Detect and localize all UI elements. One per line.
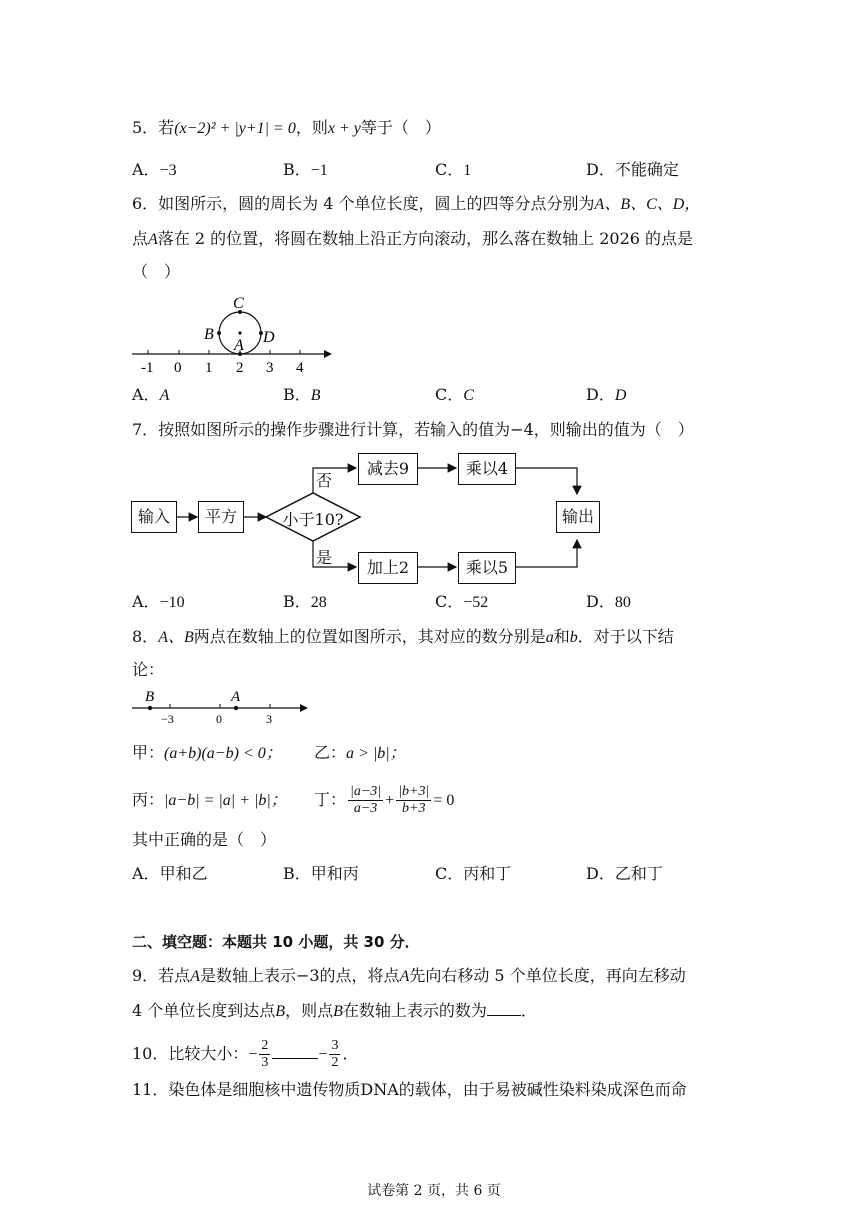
flow-add2-box: 加上2: [358, 552, 418, 584]
flow-square-box: 平方: [198, 501, 244, 533]
q5-stem: 5．若(x−2)² + |y+1| = 0，则x + y等于（ ）: [132, 118, 441, 137]
q8-statement-jia: 甲：(a+b)(a−b) < 0；: [132, 743, 282, 762]
q11-stem: 11．染色体是细胞核中遗传物质DNA的载体，由于易被碱性染料染成深色而命: [132, 1080, 687, 1099]
q8-which: 其中正确的是（ ）: [132, 830, 277, 849]
q8-option-a[interactable]: A．甲和乙: [132, 864, 208, 883]
q7-option-b[interactable]: B．28: [283, 592, 327, 611]
q5-option-c[interactable]: C．1: [435, 160, 472, 179]
q10-answer-blank[interactable]: [272, 1048, 318, 1059]
q6-line3: （ ）: [132, 262, 181, 281]
q8-statement-bing: 丙：|a−b| = |a| + |b|；: [132, 790, 287, 809]
flow-yes-label: 是: [316, 548, 333, 567]
q5-option-a[interactable]: A．−3: [132, 160, 177, 179]
point-label-d: D: [263, 329, 275, 346]
q10-line: 10．比较大小：− $\frac{2}{3}$ − $\frac{3}{2}$ ．: [132, 1038, 359, 1070]
flow-decision-label: 小于10?: [282, 510, 344, 529]
q6-option-c[interactable]: C．C: [435, 385, 474, 404]
q8-number-line-figure: [128, 684, 318, 728]
q7-option-a[interactable]: A．−10: [132, 592, 185, 611]
point-label-c: C: [233, 295, 244, 312]
q7-option-c[interactable]: C．−52: [435, 592, 489, 611]
flow-multiply5-box: 乘以5: [458, 552, 516, 584]
point-label-b: B: [204, 326, 214, 343]
flow-subtract9-box: 减去9: [358, 453, 418, 485]
flow-output-box: 输出: [556, 501, 600, 533]
point-label-a: A: [231, 689, 241, 705]
q8-line2: 论：: [132, 660, 165, 679]
point-label-a: A: [234, 337, 244, 354]
q6-circle-number-line-figure: [128, 290, 338, 378]
point-label-b: B: [145, 689, 155, 705]
q7-option-d[interactable]: D．80: [586, 592, 631, 611]
q8-statement-ding: 丁： $\frac{|a-3|}{a-3}$ + $\frac{|b+3|}{b+3}$ = 0: [314, 784, 455, 816]
tick-label: −3: [161, 712, 174, 726]
section-heading-fill-in: 二、填空题：本题共 10 小题，共 30 分．: [132, 933, 420, 951]
q5-expression: (x−2)² + |y+1| = 0: [174, 120, 296, 137]
tick-label: 0: [174, 360, 182, 376]
q6-option-b[interactable]: B．B: [283, 385, 321, 404]
tick-label: 2: [236, 360, 244, 376]
q9-line1: 9．若点A是数轴上表示−3的点，将点A先向右移动 5 个单位长度，再向左移动: [132, 966, 686, 985]
q6-option-a[interactable]: A．A: [132, 385, 170, 404]
page-footer: 试卷第 2 页，共 6 页: [367, 1183, 501, 1199]
tick-label: 0: [216, 712, 222, 726]
q8-option-d[interactable]: D．乙和丁: [586, 864, 663, 883]
q8-statement-yi: 乙：a > |b|；: [314, 743, 406, 762]
flow-input-box: 输入: [131, 501, 177, 533]
q7-stem: 7．按照如图所示的操作步骤进行计算，若输入的值为−4，则输出的值为（ ）: [132, 420, 694, 439]
q6-option-d[interactable]: D．D: [586, 385, 627, 404]
q6-line2: 点A落在 2 的位置，将圆在数轴上沿正方向滚动，那么落在数轴上 2026 的点是: [132, 229, 694, 248]
q6-line1: 6．如图所示，圆的周长为 4 个单位长度，圆上的四等分点分别为A、B、C、D，: [132, 194, 701, 213]
tick-label: 4: [296, 360, 304, 376]
tick-label: 1: [205, 360, 213, 376]
tick-label: -1: [141, 360, 154, 376]
q8-option-b[interactable]: B．甲和丙: [283, 864, 359, 883]
q9-line2: 4 个单位长度到达点B，则点B在数轴上表示的数为 ．: [132, 1001, 537, 1020]
flow-multiply4-box: 乘以4: [458, 453, 516, 485]
flow-no-label: 否: [316, 471, 333, 490]
tick-label: 3: [266, 712, 272, 726]
q8-option-c[interactable]: C．丙和丁: [435, 864, 512, 883]
q9-answer-blank[interactable]: [487, 1001, 521, 1016]
q8-line1: 8．A、B两点在数轴上的位置如图所示，其对应的数分别是a和b．对于以下结: [132, 627, 674, 646]
q5-option-b[interactable]: B．−1: [283, 160, 328, 179]
tick-label: 3: [266, 360, 274, 376]
q5-option-d[interactable]: D．不能确定: [586, 160, 679, 179]
